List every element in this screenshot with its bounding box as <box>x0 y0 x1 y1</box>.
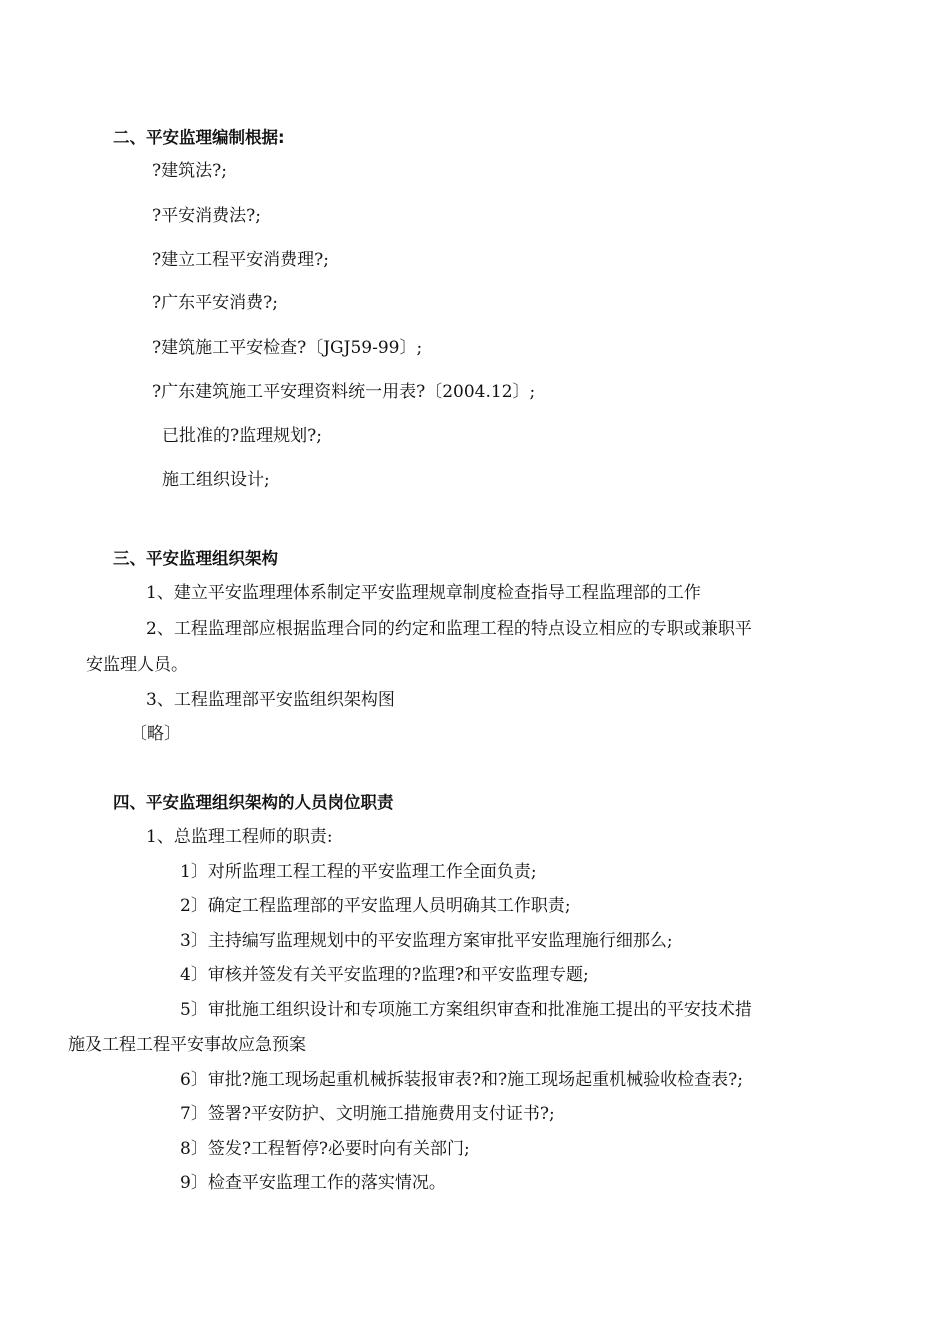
basis-item: ?平安消费法?; <box>152 206 261 226</box>
basis-item: 施工组织设计; <box>162 470 270 490</box>
basis-item: ?广东建筑施工平安理资料统一用表?〔2004.12〕; <box>152 382 536 402</box>
duty-item: 7〕签署?平安防护、文明施工措施费用支付证书?; <box>180 1104 555 1124</box>
structure-item-1: 1、建立平安监理理体系制定平安监理规章制度检查指导工程监理部的工作 <box>146 583 701 603</box>
basis-item: ?建筑法?; <box>152 161 227 181</box>
basis-item: ?广东平安消费?; <box>152 293 278 313</box>
duty-item-cont: 施及工程工程平安事故应急预案 <box>68 1035 306 1055</box>
structure-item-2: 2、工程监理部应根据监理合同的约定和监理工程的特点设立相应的专职或兼职平 <box>146 619 752 639</box>
duty-item: 2〕确定工程监理部的平安监理人员明确其工作职责; <box>180 896 571 916</box>
duty-item: 6〕审批?施工现场起重机械拆装报审表?和?施工现场起重机械验收检查表?; <box>180 1070 743 1090</box>
section-3-heading: 三、平安监理组织架构 <box>113 549 278 568</box>
duty-item: 9〕检查平安监理工作的落实情况。 <box>180 1173 446 1193</box>
section-2-heading: 二、平安监理编制根据: <box>113 128 285 147</box>
omitted-note: 〔略〕 <box>130 724 181 744</box>
section-4-heading: 四、平安监理组织架构的人员岗位职责 <box>113 793 394 812</box>
basis-item: ?建筑施工平安检查?〔JGJ59-99〕; <box>152 338 423 358</box>
duty-item: 3〕主持编写监理规划中的平安监理方案审批平安监理施行细那么; <box>180 931 673 951</box>
basis-item: 已批准的?监理规划?; <box>162 426 322 446</box>
duty-item: 4〕审核并签发有关平安监理的?监理?和平安监理专题; <box>180 965 589 985</box>
basis-item: ?建立工程平安消费理?; <box>152 250 329 270</box>
structure-item-3: 3、工程监理部平安监组织架构图 <box>146 690 395 710</box>
duty-item: 5〕审批施工组织设计和专项施工方案组织审查和批准施工提出的平安技术措 <box>180 1000 752 1020</box>
duty-item: 8〕签发?工程暂停?必要时向有关部门; <box>180 1139 470 1159</box>
structure-item-2-cont: 安监理人员。 <box>86 655 188 675</box>
duty-item: 1〕对所监理工程工程的平安监理工作全面负责; <box>180 862 537 882</box>
chief-supervisor-duties-title: 1、总监理工程师的职责: <box>146 827 333 847</box>
